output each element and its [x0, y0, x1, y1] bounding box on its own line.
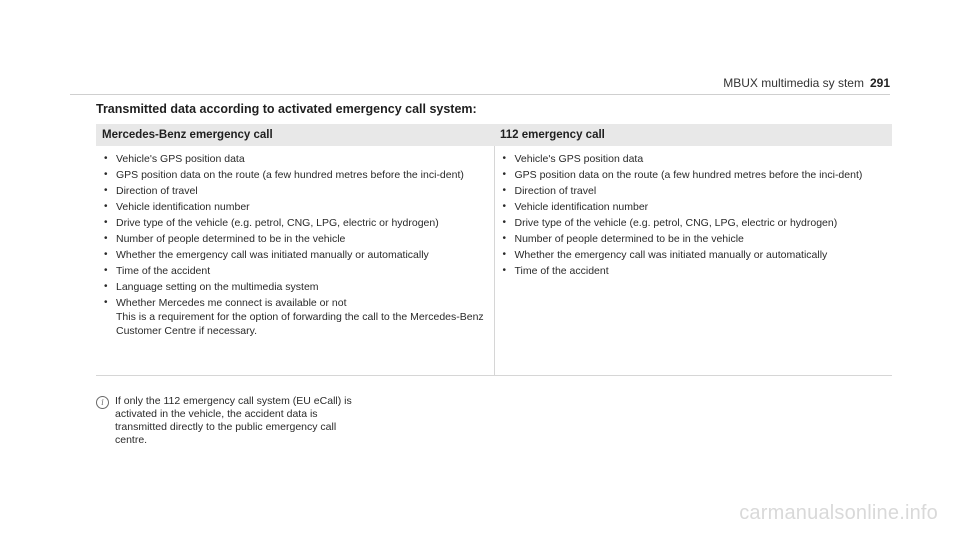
- list-item: • GPS position data on the route (a few hundred metres before the inci-dent): [502, 169, 863, 181]
- list-item: • Whether the emergency call was initiated manually or automatically: [502, 249, 828, 261]
- bullet-icon: •: [502, 201, 507, 212]
- page-header: [723, 76, 890, 90]
- header-divider: [70, 94, 890, 95]
- bullet-icon: •: [502, 249, 507, 260]
- list-item: • Language setting on the multimedia system: [104, 281, 319, 293]
- info-note: [96, 395, 356, 447]
- bullet-icon: •: [502, 169, 507, 180]
- list-item: • Whether Mercedes me connect is available or not This is a requirement for the option of forwarding the call to the Mercedes-Benz Customer Centre if necessary.: [102, 296, 488, 338]
- table-row: [96, 146, 892, 376]
- bullet-icon: •: [502, 217, 507, 228]
- list-item: • Vehicle's GPS position data: [104, 153, 245, 165]
- column-header-112: 112 emergency call: [494, 124, 892, 146]
- bullet-icon: •: [104, 153, 108, 164]
- bullet-icon: •: [104, 265, 108, 276]
- section-heading: Transmitted data according to activated emergency call system:: [96, 102, 477, 116]
- list-item: • Whether the emergency call was initiated manually or automatically: [104, 249, 429, 261]
- bullet-icon: •: [502, 185, 507, 196]
- info-icon: i: [96, 396, 109, 409]
- table-header-row: [96, 124, 892, 146]
- list-item: • Vehicle identification number: [104, 201, 250, 213]
- list-item: • GPS position data on the route (a few hundred metres before the inci-dent): [104, 169, 464, 181]
- list-item: • Time of the accident: [104, 265, 211, 277]
- list-item: • Drive type of the vehicle (e.g. petrol, CNG, LPG, electric or hydrogen): [104, 217, 439, 229]
- list-item: • Vehicle identification number: [502, 201, 649, 213]
- list-item: • Time of the accident: [502, 265, 609, 277]
- bullet-icon: •: [104, 185, 108, 196]
- mercedes-data-list: [102, 152, 488, 338]
- watermark: carmanualsonline.info: [739, 502, 938, 524]
- bullet-icon: •: [502, 153, 507, 164]
- 112-call-cell: [494, 146, 892, 376]
- page-number: 291: [869, 76, 890, 90]
- bullet-icon: •: [104, 201, 108, 212]
- list-item: • Number of people determined to be in the vehicle: [502, 233, 744, 245]
- list-item: • Drive type of the vehicle (e.g. petrol, CNG, LPG, electric or hydrogen): [502, 217, 838, 229]
- 112-data-list: [501, 152, 887, 278]
- column-header-mercedes: Mercedes-Benz emergency call: [96, 124, 494, 146]
- bullet-icon: •: [104, 169, 108, 180]
- info-note-text: If only the 112 emergency call system (EU eCall) is activated in the vehicle, the accident data is transmitted directly to the public emergency call centre.: [115, 395, 352, 446]
- bullet-icon: •: [502, 233, 507, 244]
- list-item: • Number of people determined to be in the vehicle: [104, 233, 346, 245]
- requirement-note: This is a requirement for the option of forwarding the call to the Mercedes-Benz Customer Centre if necessary.: [116, 311, 484, 337]
- list-item: • Direction of travel: [502, 185, 597, 197]
- bullet-icon: •: [104, 217, 108, 228]
- mercedes-call-cell: [96, 146, 494, 376]
- section-name: MBUX multimedia sy stem: [723, 76, 864, 90]
- bullet-icon: •: [104, 249, 108, 260]
- bullet-icon: •: [104, 233, 108, 244]
- bullet-icon: •: [104, 281, 108, 292]
- bullet-icon: •: [104, 297, 108, 308]
- list-item: • Vehicle's GPS position data: [502, 153, 644, 165]
- list-item: • Direction of travel: [104, 185, 198, 197]
- emergency-data-table: [96, 124, 892, 376]
- bullet-icon: •: [502, 265, 507, 276]
